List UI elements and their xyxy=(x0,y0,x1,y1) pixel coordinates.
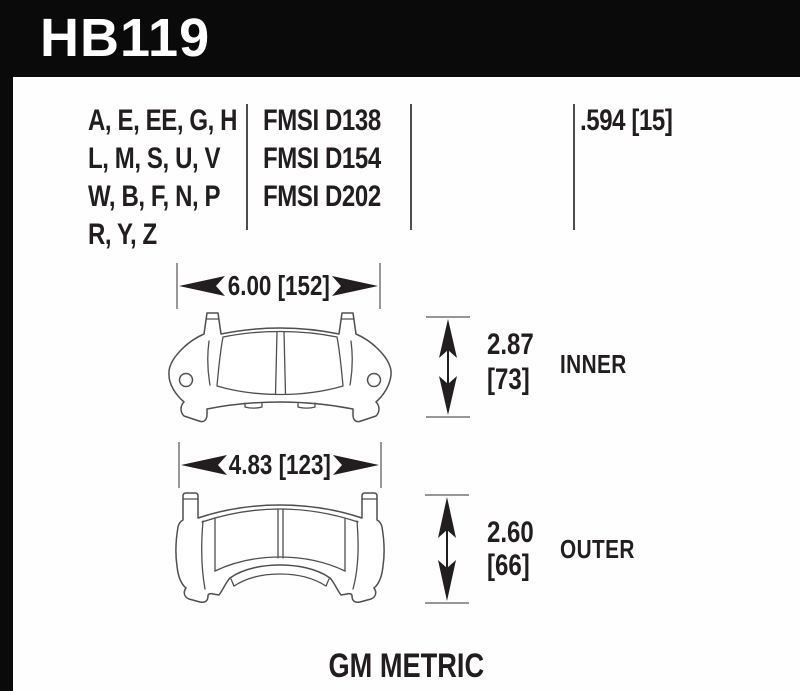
inner-pad-drawing xyxy=(165,311,395,429)
inner-height-mm: [73] xyxy=(487,363,530,396)
fmsi-row: FMSI D138 xyxy=(263,104,381,137)
inner-height-in: 2.87 xyxy=(487,328,534,361)
table-divider xyxy=(246,104,248,230)
table-divider xyxy=(410,104,412,230)
left-border-bar xyxy=(0,0,13,691)
compound-letters-row: A, E, EE, G, H xyxy=(88,104,238,137)
compound-letters-row: R, Y, Z xyxy=(88,218,157,251)
header-bar xyxy=(0,0,800,77)
inner-width-dimension xyxy=(176,263,381,309)
outer-height-in: 2.60 xyxy=(487,516,534,549)
fmsi-column xyxy=(263,102,410,216)
mount-hole-left xyxy=(180,374,193,387)
pad-thickness-value: .594 [15] xyxy=(580,104,673,137)
platform-label: GM METRIC xyxy=(328,647,485,685)
inner-backing-plate xyxy=(169,313,391,422)
part-number: HB119 xyxy=(40,8,211,68)
bottom-bumps xyxy=(245,403,315,408)
compound-letters-row: W, B, F, N, P xyxy=(88,180,221,213)
outer-width-value: 4.83 [123] xyxy=(228,449,332,480)
fmsi-row: FMSI D202 xyxy=(263,180,381,213)
fmsi-row: FMSI D154 xyxy=(263,142,381,175)
outer-height-dimension xyxy=(425,494,469,604)
outer-pad-drawing xyxy=(174,489,386,604)
outer-view-label: OUTER xyxy=(560,534,635,564)
arch-lip xyxy=(231,574,329,586)
outer-height-mm: [66] xyxy=(487,549,530,582)
outer-width-dimension xyxy=(178,442,382,488)
compound-letters-row: L, M, S, U, V xyxy=(88,142,221,175)
mount-hole-right xyxy=(368,374,381,387)
inner-view-label: INNER xyxy=(560,349,627,379)
table-divider xyxy=(573,104,575,230)
inner-width-value: 6.00 [152] xyxy=(227,270,330,301)
inner-height-dimension xyxy=(426,316,470,418)
